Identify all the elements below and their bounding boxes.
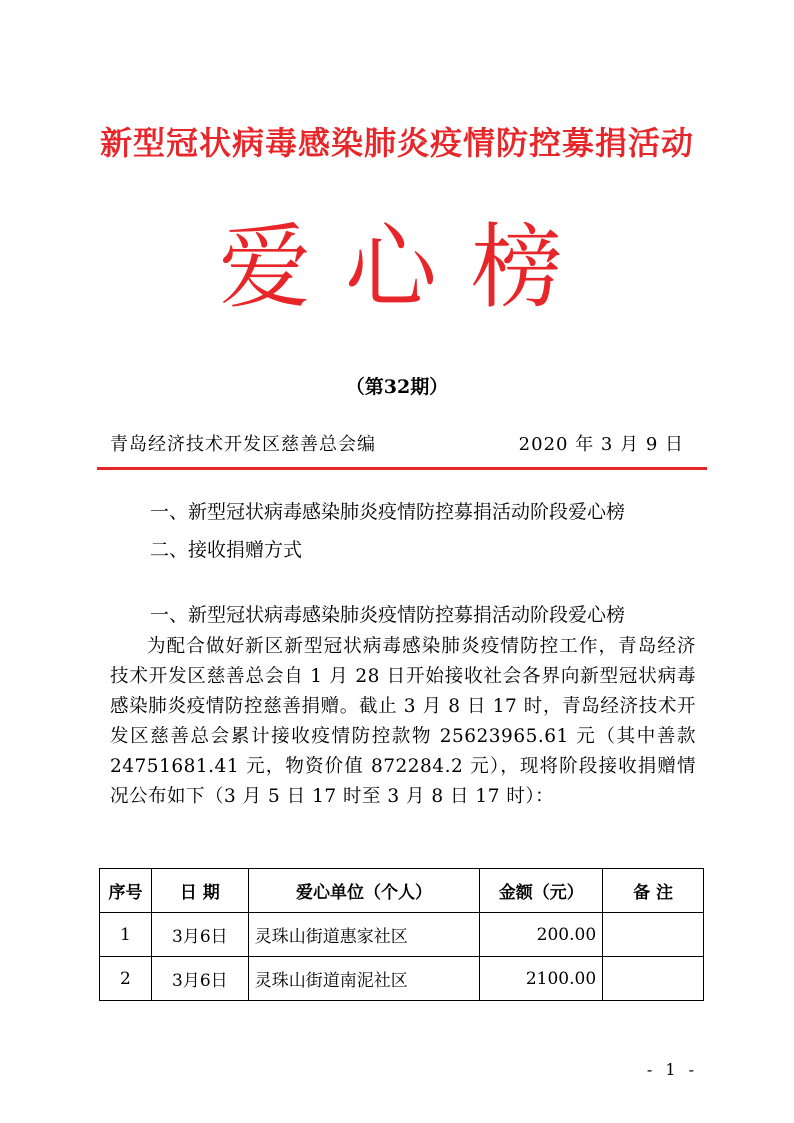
- toc-item-2: 二、接收捐赠方式: [150, 539, 303, 561]
- big-title: 爱心榜: [218, 214, 597, 321]
- header-note: 备 注: [603, 869, 704, 913]
- row-date: 3月6日: [151, 913, 248, 957]
- row-donor: 灵珠山街道惠家社区: [248, 913, 480, 957]
- section-heading: 一、新型冠状病毒感染肺炎疫情防控募捐活动阶段爱心榜: [150, 604, 626, 626]
- row-date: 3月6日: [151, 957, 248, 1001]
- red-divider: [97, 467, 707, 470]
- row-number: 2: [100, 957, 152, 1001]
- table-row: [100, 913, 704, 957]
- table-header-row: [100, 869, 704, 913]
- page-number: - 1 -: [646, 1060, 698, 1079]
- donation-table: [99, 868, 704, 1001]
- header-donor: 爱心单位（个人）: [248, 869, 480, 913]
- row-donor: 灵珠山街道南泥社区: [248, 957, 480, 1001]
- table-row: [100, 957, 704, 1001]
- row-note: [603, 913, 704, 957]
- header-date: 日 期: [151, 869, 248, 913]
- row-note: [603, 957, 704, 1001]
- document-title: 新型冠状病毒感染肺炎疫情防控募捐活动: [99, 124, 694, 162]
- publisher: 青岛经济技术开发区慈善总会编: [110, 434, 376, 455]
- row-amount: 2100.00: [480, 957, 603, 1001]
- header-amount: 金额（元）: [480, 869, 603, 913]
- row-number: 1: [100, 913, 152, 957]
- issue-number: （第32期）: [345, 376, 449, 398]
- header-number: 序号: [100, 869, 152, 913]
- section-paragraph: 为配合做好新区新型冠状病毒感染肺炎疫情防控工作，青岛经济技术开发区慈善总会自 1 月 28 日开始接收社会各界向新型冠状病毒感染肺炎疫情防控慈善捐赠。截止 3 月 8 日 17 时，青岛经济技术开发区慈善总会累计接收疫情防控款物 25623965.61 元（其中善款 24751681.41 元，物资价值 872284.2 元），现将阶段接收捐赠情况公布如下（3 月 5 日 17 时至 3 月 8 日 17 时）：: [110, 636, 696, 807]
- toc-item-1: 一、新型冠状病毒感染肺炎疫情防控募捐活动阶段爱心榜: [150, 501, 626, 523]
- publish-date: 2020 年 3 月 9 日: [518, 434, 684, 455]
- row-amount: 200.00: [480, 913, 603, 957]
